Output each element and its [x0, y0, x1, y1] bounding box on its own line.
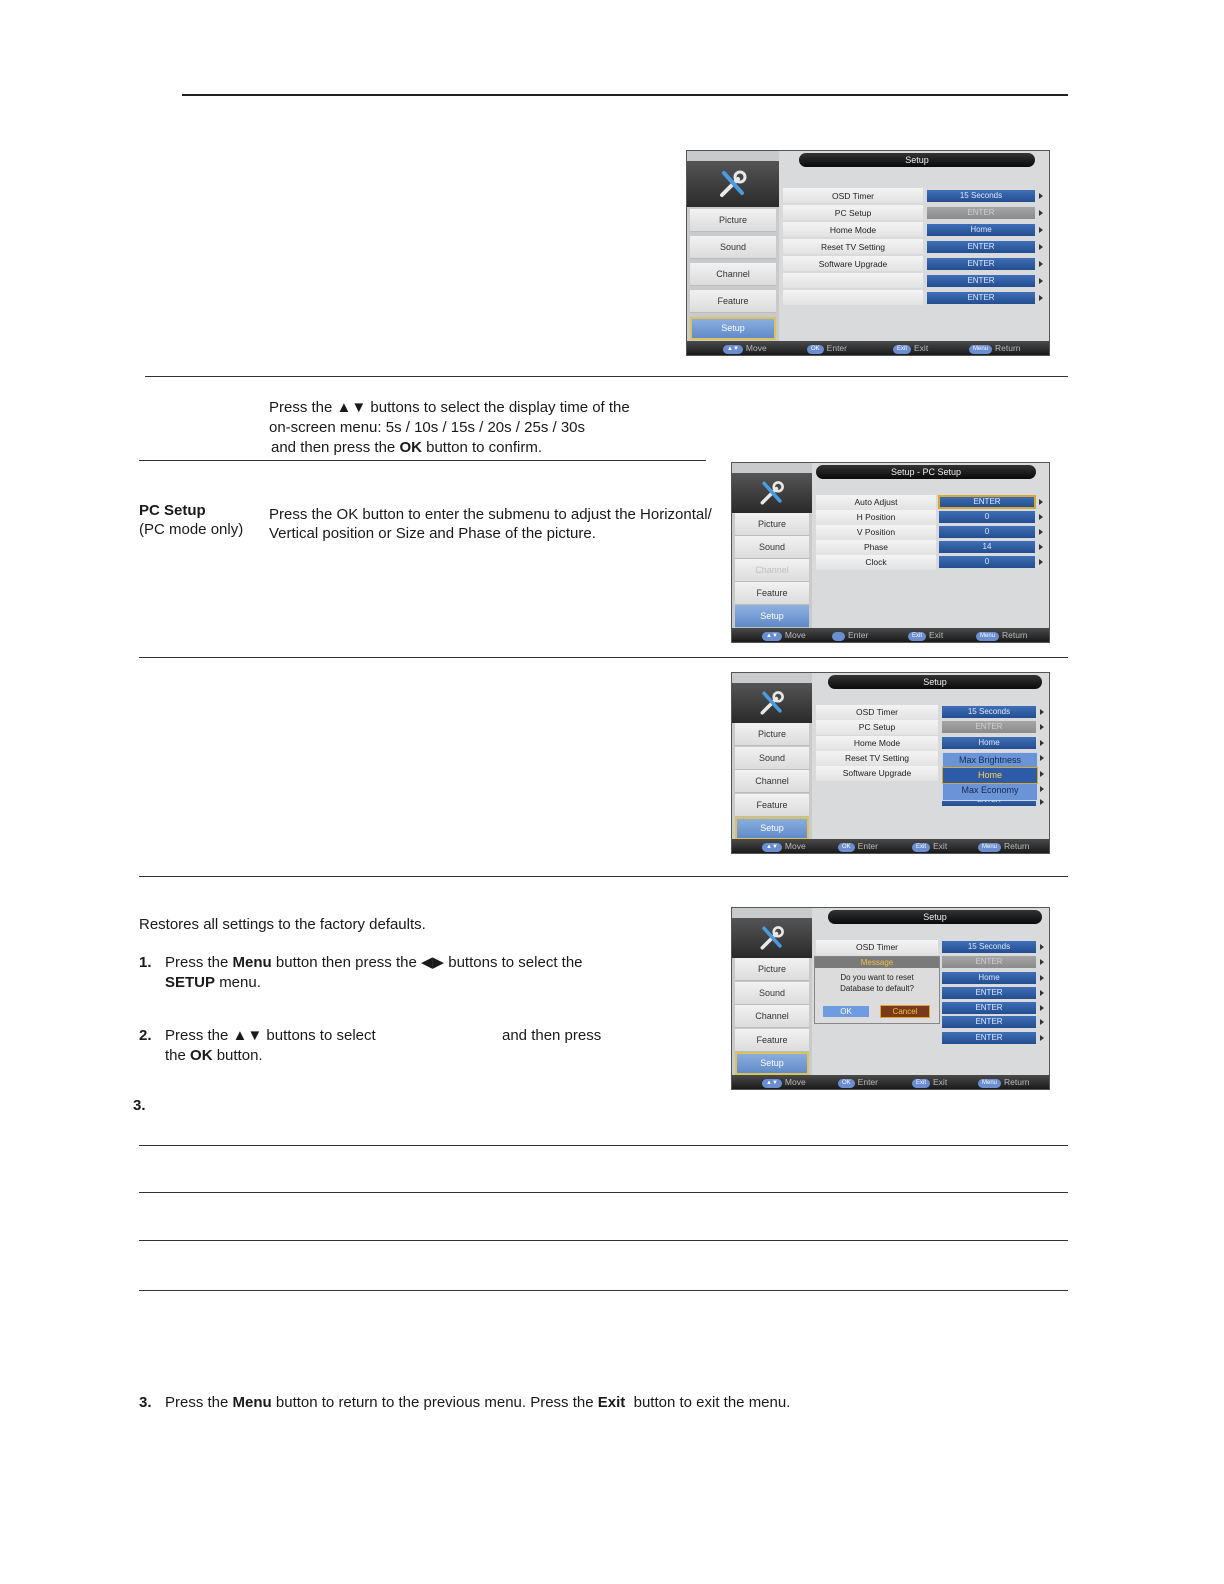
row-label: Clock [865, 557, 887, 567]
row-value: ENTER [927, 275, 1035, 287]
up-down-arrows-icon: ▲▼ [336, 399, 367, 416]
dropdown-option: Max Economy [961, 785, 1019, 795]
tv-menu-title: Setup [828, 675, 1042, 689]
tv-sidebar [732, 908, 812, 1075]
row-value: 14 [939, 541, 1035, 553]
tv-pc-setup-screenshot [731, 462, 1050, 643]
row-label: OSD Timer [855, 707, 899, 717]
row-label: Reset TV Setting [844, 753, 910, 763]
osd-timer-line2: on-screen menu: 5s / 10s / 15s / 20s / 25s / 30s [269, 419, 586, 436]
sidebar-item-picture: Picture [735, 723, 809, 746]
section-rule [139, 1192, 1068, 1193]
reset-step2-line1: 2. Press the ▲▼ buttons to select [139, 1027, 376, 1044]
row-value: Home [927, 224, 1035, 236]
reset-intro: Restores all settings to the factory defaults. [139, 916, 426, 933]
row-value: ENTER [942, 1032, 1036, 1044]
home-mode-dropdown [942, 752, 1038, 801]
row-value: 15 Seconds [942, 941, 1036, 953]
row-label: PC Setup [858, 722, 896, 732]
tv-reset-dialog-screenshot [731, 907, 1050, 1090]
sidebar-item-sound: Sound [690, 236, 776, 259]
row-label: OSD Timer [831, 191, 875, 201]
row-value: ENTER [939, 496, 1035, 508]
tv-footer: ▲▼ Move OK Enter Exit Exit Menu Return [732, 1075, 1049, 1089]
reset-confirm-dialog [814, 956, 940, 1024]
tv-menu-title: Setup [828, 910, 1042, 924]
sidebar-item-picture: Picture [735, 958, 809, 981]
sidebar-item-setup: Setup [735, 1052, 809, 1075]
pc-setup-label: PC Setup [139, 502, 206, 519]
tv-footer: ▲▼ Move Enter Exit Exit Menu Return [732, 628, 1049, 642]
dropdown-option: Max Brightness [958, 755, 1022, 765]
reset-step1-line2: SETUP menu. [165, 974, 261, 991]
row-label: Software Upgrade [842, 768, 912, 778]
tv-sidebar [732, 463, 812, 628]
sidebar-item-feature: Feature [735, 1029, 809, 1052]
tv-home-mode-screenshot [731, 672, 1050, 854]
row-value: 0 [939, 556, 1035, 568]
tv-footer: ▲▼ Move OK Enter Exit Exit Menu Return [687, 341, 1049, 355]
row-value: ENTER [942, 1002, 1036, 1014]
reset-step3-num: 3. [133, 1097, 146, 1114]
wrench-screwdriver-icon [687, 161, 779, 207]
final-step: 3. Press the Menu button to return to the previous menu. Press the Exit button to exit the menu. [139, 1394, 791, 1411]
sidebar-item-channel: Channel [735, 1005, 809, 1028]
row-label: Reset TV Setting [820, 242, 886, 252]
row-label: OSD Timer [855, 942, 899, 952]
dropdown-option-selected: Home [943, 768, 1037, 783]
wrench-screwdriver-icon [732, 683, 812, 723]
row-label: PC Setup [834, 208, 872, 218]
tv-menu-title: Setup - PC Setup [816, 465, 1036, 479]
pc-setup-line1: Press the OK button to enter the submenu to adjust the Horizontal/ [269, 506, 712, 523]
row-label: Software Upgrade [818, 259, 888, 269]
row-value: 15 Seconds [942, 706, 1036, 718]
row-value: ENTER [942, 721, 1036, 733]
row-value: Home [942, 972, 1036, 984]
row-value: ENTER [942, 1016, 1036, 1028]
row-label: V Position [856, 527, 896, 537]
tv-menu-title: Setup [799, 153, 1035, 167]
row-label: Home Mode [853, 738, 901, 748]
pc-setup-sublabel: (PC mode only) [139, 521, 244, 538]
row-value: ENTER [927, 241, 1035, 253]
tv-sidebar [687, 151, 779, 341]
sidebar-item-sound: Sound [735, 747, 809, 770]
row-value: ENTER [927, 207, 1035, 219]
section-rule [139, 876, 1068, 877]
row-label: Home Mode [829, 225, 877, 235]
dialog-title: Message [815, 957, 939, 968]
row-value: 0 [939, 526, 1035, 538]
wrench-screwdriver-icon [732, 918, 812, 958]
section-rule [139, 460, 706, 461]
sidebar-item-sound: Sound [735, 982, 809, 1005]
sidebar-item-picture: Picture [735, 513, 809, 536]
row-value: ENTER [927, 292, 1035, 304]
sidebar-item-setup: Setup [690, 317, 776, 340]
reset-step2-line2: the OK button. [165, 1047, 263, 1064]
dialog-cancel-button: Cancel [881, 1006, 929, 1017]
sidebar-item-channel: Channel [735, 770, 809, 793]
row-value: ENTER [927, 258, 1035, 270]
section-rule [139, 657, 1068, 658]
dialog-message-line2: Database to default? [840, 984, 914, 993]
sidebar-item-channel: Channel [690, 263, 776, 286]
sidebar-item-setup: Setup [735, 605, 809, 628]
osd-timer-line3: and then press the OK button to confirm. [271, 439, 543, 456]
row-value: 15 Seconds [927, 190, 1035, 202]
section-rule [139, 1290, 1068, 1291]
pc-setup-line2: Vertical position or Size and Phase of the picture. [269, 525, 596, 542]
row-value: Home [942, 737, 1036, 749]
reset-step2-tail: and then press [502, 1027, 602, 1044]
left-right-arrows-icon: ◀▶ [421, 954, 445, 971]
section-rule [139, 1240, 1068, 1241]
sidebar-item-sound: Sound [735, 536, 809, 559]
section-rule [139, 1145, 1068, 1146]
row-label: Phase [863, 542, 889, 552]
sidebar-item-feature: Feature [735, 582, 809, 605]
reset-step1-line1: 1. Press the Menu button then press the ◀▶ buttons to select the [139, 954, 583, 971]
tv-sidebar [732, 673, 812, 839]
row-label: Auto Adjust [854, 497, 898, 507]
row-value: ENTER [942, 956, 1036, 968]
sidebar-item-feature: Feature [690, 290, 776, 313]
tv-setup-menu-screenshot [686, 150, 1050, 356]
sidebar-item-setup: Setup [735, 817, 809, 840]
dialog-message-line1: Do you want to reset [840, 973, 914, 982]
sidebar-item-picture: Picture [690, 209, 776, 232]
tv-footer: ▲▼ Move OK Enter Exit Exit Menu Return [732, 839, 1049, 853]
section-rule [145, 376, 1068, 377]
osd-timer-line1: Press the ▲▼ buttons to select the display time of the [269, 399, 630, 416]
up-down-arrows-icon: ▲▼ [232, 1027, 263, 1044]
row-label: H Position [856, 512, 896, 522]
header-rule [182, 94, 1068, 96]
row-value: ENTER [942, 987, 1036, 999]
wrench-screwdriver-icon [732, 473, 812, 513]
dialog-ok-button: OK [823, 1006, 869, 1017]
sidebar-item-feature: Feature [735, 794, 809, 817]
sidebar-item-channel: Channel [735, 559, 809, 582]
row-value: 0 [939, 511, 1035, 523]
